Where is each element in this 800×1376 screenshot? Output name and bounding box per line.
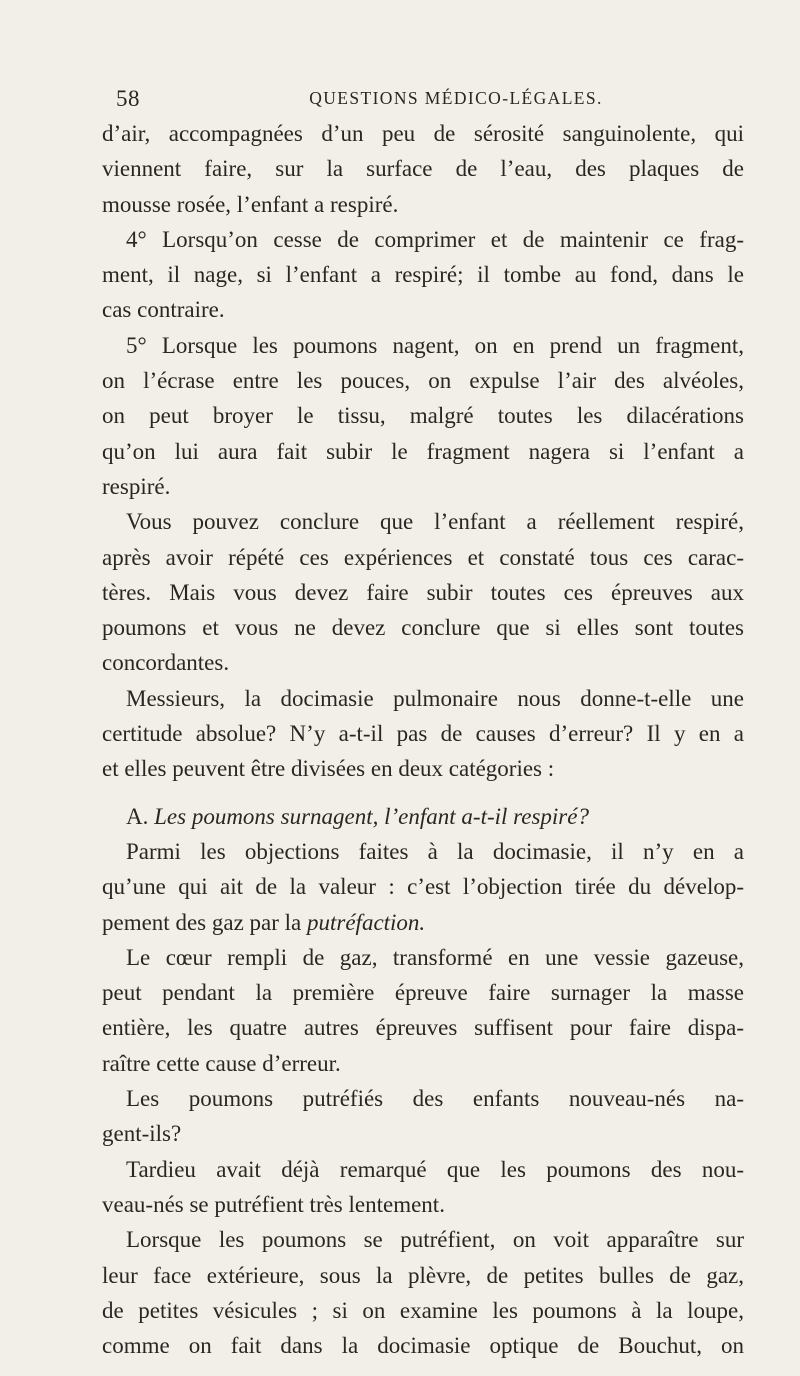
text-line: peut pendant la première épreuve faire surnager la masse xyxy=(102,980,744,1006)
text-line: leur face extérieure, sous la plèvre, de petites bulles de gaz, xyxy=(102,1262,744,1288)
text-fragment: pement des gaz par la xyxy=(102,909,307,935)
page-number: 58 xyxy=(116,86,140,111)
text-line: mousse rosée, l’enfant a respiré. xyxy=(102,191,399,217)
page-header xyxy=(116,86,756,110)
text-line: certitude absolue? N’y a-t-il pas de causes d’erreur? Il y en a xyxy=(102,721,744,747)
text-line: 5° Lorsque les poumons nagent, on en prend un fragment, xyxy=(126,332,744,358)
text-line: cas contraire. xyxy=(102,297,225,323)
text-line: viennent faire, sur la surface de l’eau, des plaques de xyxy=(102,156,744,182)
text-line: Le cœur rempli de gaz, transformé en une vessie gazeuse, xyxy=(126,944,744,970)
text-line: poumons et vous ne devez conclure que si elles sont toutes xyxy=(102,615,744,641)
text-line: 4° Lorsqu’on cesse de comprimer et de maintenir ce frag- xyxy=(126,226,744,252)
text-line: et elles peuvent être divisées en deux catégories : xyxy=(102,756,555,782)
text-line: raître cette cause d’erreur. xyxy=(102,1050,341,1076)
text-line: d’air, accompagnées d’un peu de sérosité sanguinolente, qui xyxy=(102,121,744,146)
text-line: de petites vésicules ; si on examine les poumons à la loupe, xyxy=(102,1297,744,1323)
text-line: qu’on lui aura fait subir le fragment nagera si l’enfant a xyxy=(102,438,744,464)
emphasis-putrefaction: putréfaction. xyxy=(307,909,426,935)
body-text xyxy=(102,116,744,1363)
text-line: Lorsque les poumons se putréfient, on voit apparaître sur xyxy=(126,1227,744,1253)
text-line: Tardieu avait déjà remarqué que les poumons des nou- xyxy=(126,1156,744,1182)
text-line: Parmi les objections faites à la docimasie, il n’y en a xyxy=(126,838,744,864)
text-line: on l’écrase entre les pouces, on expulse l’air des alvéoles, xyxy=(102,368,744,394)
text-line xyxy=(102,905,744,940)
text-line: veau-nés se putréfient très lentement. xyxy=(102,1191,445,1217)
text-line: gent-ils? xyxy=(102,1121,182,1147)
text-line: Les poumons putréfiés des enfants nouveau-nés na- xyxy=(126,1086,744,1112)
text-line: on peut broyer le tissu, malgré toutes les dilacérations xyxy=(102,403,744,429)
text-line: respiré. xyxy=(102,473,171,499)
section-title: Les poumons surnagent, l’enfant a-t-il respiré? xyxy=(154,803,589,829)
text-line: comme on fait dans la docimasie optique de Bouchut, on xyxy=(102,1333,744,1359)
section-letter: A. xyxy=(126,803,155,829)
running-title: QUESTIONS MÉDICO-LÉGALES. xyxy=(309,88,603,108)
section-heading xyxy=(102,799,744,834)
text-line: tères. Mais vous devez faire subir toutes ces épreuves aux xyxy=(102,579,744,605)
text-line: Vous pouvez conclure que l’enfant a réellement respiré, xyxy=(126,509,744,535)
text-line: concordantes. xyxy=(102,650,230,676)
text-line: après avoir répété ces expériences et constaté tous ces carac- xyxy=(102,544,744,570)
text-line: ment, il nage, si l’enfant a respiré; il tombe au fond, dans le xyxy=(102,262,744,288)
text-line: qu’une qui ait de la valeur : c’est l’objection tirée du dévelop- xyxy=(102,874,744,900)
text-line: entière, les quatre autres épreuves suffisent pour faire dispa- xyxy=(102,1015,744,1041)
text-line: Messieurs, la docimasie pulmonaire nous donne-t-elle une xyxy=(126,685,744,711)
